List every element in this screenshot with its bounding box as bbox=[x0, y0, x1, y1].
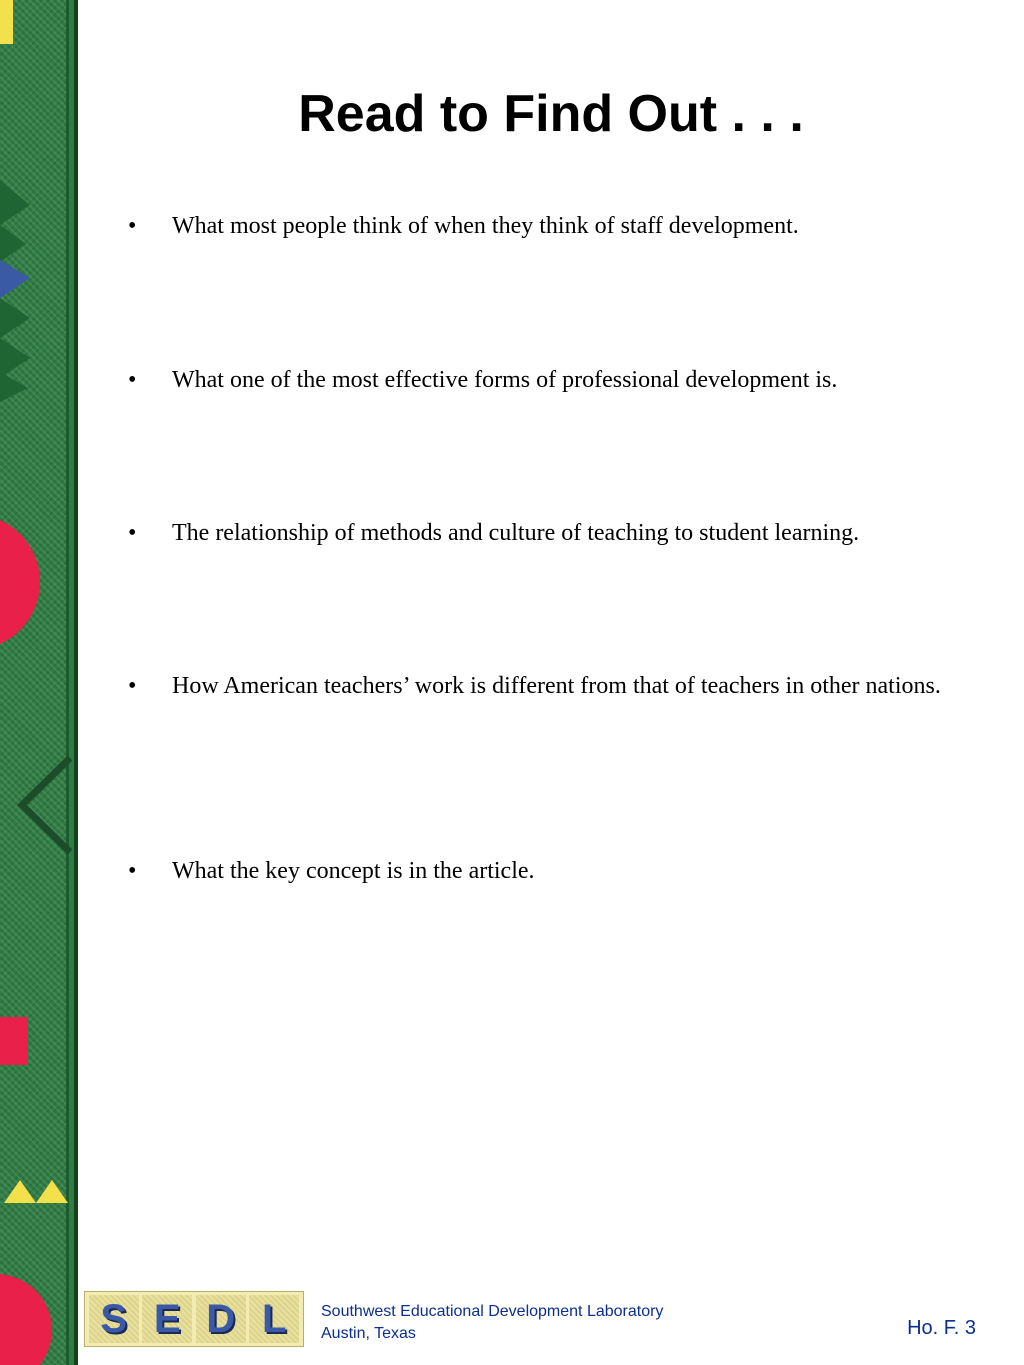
yellow-triangle-2 bbox=[36, 1180, 68, 1203]
yellow-triangle-1 bbox=[4, 1180, 36, 1203]
zigzag-dark-1 bbox=[0, 180, 30, 225]
bullet-item: • The relationship of methods and culture of teaching to student learning. bbox=[128, 517, 859, 549]
red-half-circle-shape bbox=[0, 1274, 52, 1365]
diamond-outline-shape bbox=[22, 758, 70, 852]
logo-letter-tile: D bbox=[196, 1295, 246, 1343]
zigzag-dark-5 bbox=[0, 372, 28, 402]
red-circle-shape bbox=[0, 514, 40, 650]
bullet-item: • How American teachers’ work is different from that of teachers in other nations. bbox=[128, 670, 941, 702]
yellow-bar-shape bbox=[0, 0, 13, 44]
bullet-item: • What one of the most effective forms of professional development is. bbox=[128, 364, 837, 396]
footer-organization bbox=[321, 1301, 663, 1345]
zigzag-dark-4 bbox=[0, 338, 30, 378]
footer-org-name: Southwest Educational Development Laboratory bbox=[321, 1303, 664, 1320]
bullet-item: • What most people think of when they think of staff development. bbox=[128, 210, 799, 242]
sidebar-shapes bbox=[0, 0, 78, 1365]
red-square-shape bbox=[0, 1017, 28, 1065]
slide-title: Read to Find Out . . . bbox=[298, 85, 804, 143]
logo-letter-tile: S bbox=[89, 1295, 139, 1343]
zigzag-dark-2 bbox=[0, 225, 26, 262]
bullet-item: • What the key concept is in the article. bbox=[128, 855, 535, 887]
logo-letter-tile: L bbox=[249, 1295, 299, 1343]
sedl-logo bbox=[84, 1291, 304, 1347]
zigzag-blue bbox=[0, 260, 30, 298]
zigzag-dark-3 bbox=[0, 298, 30, 338]
logo-letter-tile: E bbox=[142, 1295, 192, 1343]
footer-location: Austin, Texas bbox=[321, 1325, 416, 1342]
page-reference: Ho. F. 3 bbox=[907, 1317, 976, 1339]
decorative-sidebar bbox=[0, 0, 78, 1365]
